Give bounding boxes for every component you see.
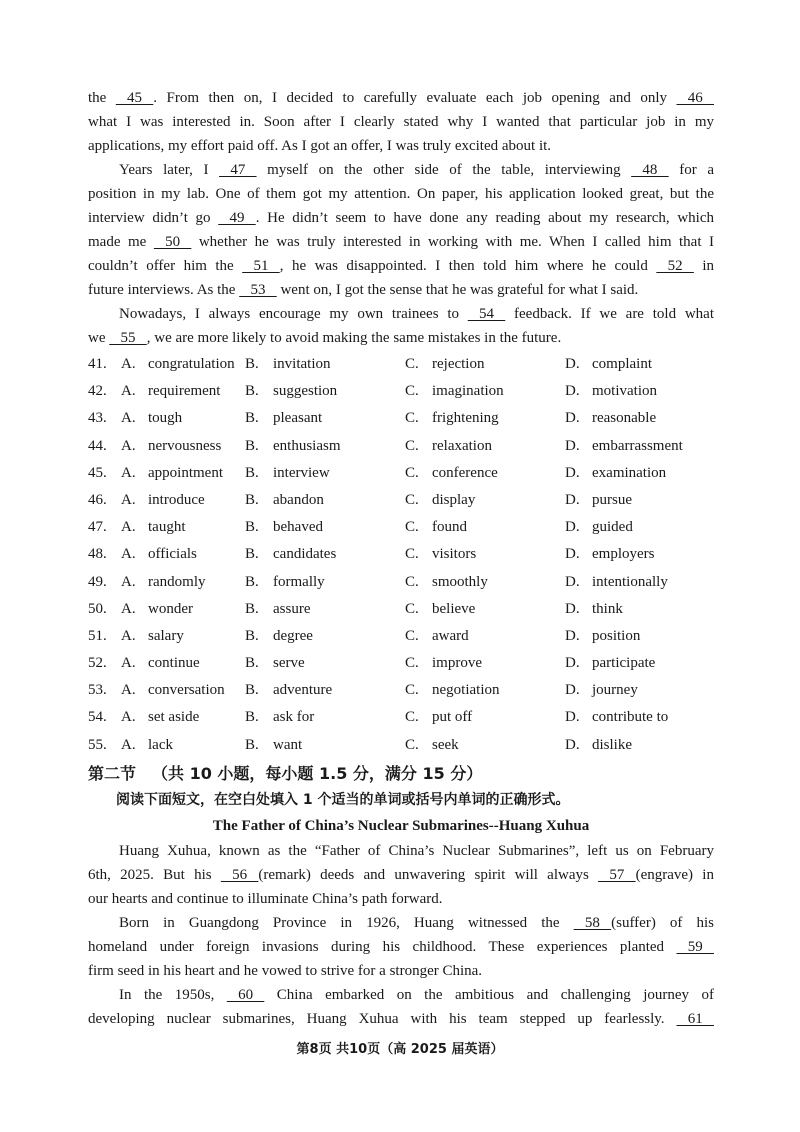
text-segment: made me [88, 234, 154, 250]
question-number: 44. [88, 437, 107, 454]
option-letter: B. [245, 410, 259, 427]
cloze-options [88, 352, 728, 760]
text-line [88, 182, 714, 206]
option-row [88, 461, 728, 488]
text-line [88, 959, 714, 983]
section-two [88, 761, 728, 1031]
option-d: complaint [592, 356, 652, 372]
blank-60: 60 [226, 987, 265, 1003]
blank-56: 56 [220, 867, 259, 883]
section-note: （共 10 小题，每小题 1.5 分，满分 15 分） [152, 764, 483, 783]
text-line [88, 230, 714, 254]
text-segment: couldn’t offer him the [88, 258, 243, 274]
option-row [88, 597, 728, 624]
option-c: conference [432, 464, 498, 481]
text-line [88, 254, 714, 278]
option-d: journey [592, 682, 638, 699]
option-c: negotiation [432, 682, 500, 699]
option-a: wonder [148, 600, 193, 617]
question-number: 49. [88, 573, 107, 590]
passage-title: The Father of China’s Nuclear Submarines--Huang Xuhua [212, 818, 590, 834]
option-a: requirement [148, 383, 221, 400]
option-row [88, 570, 728, 597]
option-b: pleasant [273, 410, 323, 427]
text-segment: feedback. If we are told what [505, 306, 714, 322]
option-b: interview [273, 464, 330, 481]
option-c: imagination [432, 383, 504, 400]
option-letter: C. [405, 709, 419, 726]
option-letter: D. [565, 627, 580, 644]
option-row [88, 434, 728, 461]
option-row [88, 705, 728, 732]
option-b: degree [273, 627, 313, 644]
text-segment: Years later, I [119, 162, 220, 178]
blank-52: 52 [656, 258, 694, 274]
text-segment: (suffer) of his [611, 915, 714, 931]
option-b: behaved [273, 519, 323, 536]
blank-51: 51 [242, 258, 280, 274]
option-letter: A. [121, 464, 136, 481]
option-letter: D. [565, 464, 580, 481]
option-d: reasonable [592, 410, 657, 427]
option-letter: B. [245, 464, 259, 481]
option-letter: D. [565, 383, 580, 400]
option-letter: A. [121, 627, 136, 644]
option-row [88, 651, 728, 678]
text-line [88, 158, 714, 182]
option-letter: D. [565, 600, 580, 617]
option-a: introduce [148, 491, 205, 508]
option-c: display [432, 491, 476, 508]
option-d: examination [592, 464, 667, 481]
blank-57: 57 [598, 867, 636, 883]
option-b: suggestion [273, 383, 338, 400]
question-number: 50. [88, 600, 107, 617]
text-segment: . He didn’t seem to have done any reading about my research, which [255, 210, 714, 226]
option-row [88, 542, 728, 569]
option-letter: A. [121, 573, 136, 590]
option-letter: A. [121, 546, 136, 563]
option-letter: B. [245, 491, 259, 508]
text-segment: homeland under foreign invasions during his childhood. These experiences planted [88, 939, 677, 955]
text-segment: myself on the other side of the table, interviewing [256, 162, 632, 178]
option-d: contribute to [592, 709, 669, 726]
option-letter: B. [245, 655, 259, 672]
option-c: rejection [432, 356, 485, 372]
text-segment: firm seed in his heart and he vowed to strive for a stronger China. [88, 963, 483, 979]
option-letter: C. [405, 464, 419, 481]
option-letter: C. [405, 383, 419, 400]
option-row [88, 406, 728, 433]
option-a: set aside [148, 709, 200, 726]
option-letter: C. [405, 437, 419, 454]
option-a: salary [148, 627, 184, 644]
text-segment: 6th, 2025. But his [88, 867, 221, 883]
option-letter: D. [565, 437, 580, 454]
option-letter: D. [565, 491, 580, 508]
text-line [88, 983, 714, 1007]
text-line [88, 206, 714, 230]
option-a: conversation [148, 682, 225, 699]
option-letter: C. [405, 682, 419, 699]
text-segment: in [693, 258, 714, 274]
option-d: think [592, 600, 623, 617]
text-line [88, 134, 714, 158]
question-number: 53. [88, 682, 107, 699]
option-letter: C. [405, 573, 419, 590]
section-instruction: 阅读下面短文，在空白处填入 1 个适当的单词或括号内单词的正确形式。 [116, 792, 570, 808]
cloze-passage [88, 86, 714, 350]
text-segment: our hearts and continue to illuminate China’s path forward. [88, 891, 443, 907]
option-d: position [592, 627, 641, 644]
text-line [88, 110, 714, 134]
option-row [88, 379, 728, 406]
option-d: employers [592, 546, 655, 563]
option-c: award [432, 627, 469, 644]
question-number: 52. [88, 655, 107, 672]
option-letter: A. [121, 600, 136, 617]
blank-49: 49 [218, 210, 256, 226]
option-row [88, 678, 728, 705]
option-a: officials [148, 546, 197, 563]
option-letter: B. [245, 383, 259, 400]
option-b: formally [273, 573, 325, 590]
section-heading [88, 761, 728, 787]
option-letter: A. [121, 682, 136, 699]
text-segment: we [88, 330, 110, 346]
question-number: 43. [88, 410, 107, 427]
question-number: 47. [88, 519, 107, 536]
option-letter: D. [565, 519, 580, 536]
option-row [88, 515, 728, 542]
option-row [88, 352, 728, 379]
option-a: appointment [148, 464, 223, 481]
option-letter: C. [405, 519, 419, 536]
option-c: smoothly [432, 573, 488, 590]
option-letter: C. [405, 655, 419, 672]
option-letter: A. [121, 519, 136, 536]
text-segment: (engrave) in [635, 867, 714, 883]
blank-45: 45 [115, 90, 154, 106]
text-segment: for a [668, 162, 715, 178]
option-letter: D. [565, 410, 580, 427]
text-segment: (remark) deeds and unwavering spirit will always [258, 867, 599, 883]
option-letter: B. [245, 437, 259, 454]
option-letter: A. [121, 709, 136, 726]
text-segment: interview didn’t go [88, 210, 219, 226]
question-number: 42. [88, 383, 107, 400]
option-letter: B. [245, 736, 259, 753]
option-d: intentionally [592, 573, 668, 590]
option-letter: D. [565, 736, 580, 753]
text-segment: position in my lab. One of them got my attention. On paper, his application looked great, but the [88, 186, 714, 202]
option-c: seek [432, 736, 459, 753]
text-segment: , he was disappointed. I then told him where he could [279, 258, 657, 274]
text-segment: Born in Guangdong Province in 1926, Huang witnessed the [119, 915, 574, 931]
option-letter: C. [405, 546, 419, 563]
option-letter: B. [245, 573, 259, 590]
option-a: congratulation [148, 356, 235, 372]
option-d: dislike [592, 736, 632, 753]
text-segment: whether he was truly interested in working with me. When I called him that I [191, 234, 715, 250]
option-letter: B. [245, 600, 259, 617]
option-b: invitation [273, 356, 331, 372]
option-a: continue [148, 655, 200, 672]
option-a: nervousness [148, 437, 222, 454]
option-letter: D. [565, 682, 580, 699]
text-segment: what I was interested in. Soon after I clearly stated why I wanted that particular job in my [88, 114, 714, 130]
option-c: found [432, 519, 467, 536]
question-number: 55. [88, 736, 107, 753]
question-number: 51. [88, 627, 107, 644]
option-c: frightening [432, 410, 499, 427]
blank-61: 61 [676, 1011, 714, 1027]
option-d: motivation [592, 383, 657, 400]
option-letter: B. [245, 682, 259, 699]
option-letter: D. [565, 356, 580, 372]
option-d: participate [592, 655, 656, 672]
option-letter: C. [405, 627, 419, 644]
option-b: candidates [273, 546, 337, 563]
grammar-passage [88, 839, 714, 1031]
option-b: assure [273, 600, 311, 617]
option-a: randomly [148, 573, 206, 590]
text-segment: Nowadays, I always encourage my own trainees to [119, 306, 468, 322]
option-a: lack [148, 736, 173, 753]
option-c: improve [432, 655, 482, 672]
option-letter: D. [565, 546, 580, 563]
blank-48: 48 [631, 162, 669, 178]
text-segment: Huang Xuhua, known as the “Father of China’s Nuclear Submarines”, left us on February [119, 843, 714, 859]
text-line [88, 887, 714, 911]
option-letter: B. [245, 709, 259, 726]
blank-59: 59 [676, 939, 714, 955]
option-row [88, 624, 728, 651]
option-b: abandon [273, 491, 324, 508]
text-line [88, 86, 714, 110]
text-segment: . From then on, I decided to carefully evaluate each job opening and only [153, 90, 677, 106]
text-line [88, 302, 714, 326]
option-d: pursue [592, 491, 632, 508]
option-letter: A. [121, 491, 136, 508]
text-line [88, 911, 714, 935]
option-letter: B. [245, 519, 259, 536]
blank-55: 55 [109, 330, 147, 346]
option-b: enthusiasm [273, 437, 341, 454]
text-line [88, 278, 714, 302]
option-letter: A. [121, 655, 136, 672]
option-row [88, 488, 728, 515]
text-segment: developing nuclear submarines, Huang Xuhua with his team stepped up fearlessly. [88, 1011, 677, 1027]
option-letter: A. [121, 736, 136, 753]
text-segment: , we are more likely to avoid making the same mistakes in the future. [146, 330, 562, 346]
blank-47: 47 [219, 162, 257, 178]
option-b: adventure [273, 682, 333, 699]
option-b: ask for [273, 709, 315, 726]
text-segment: China embarked on the ambitious and challenging journey of [264, 987, 714, 1003]
section-label: 第二节 [88, 764, 137, 783]
question-number: 45. [88, 464, 107, 481]
text-segment: applications, my effort paid off. As I got an offer, I was truly excited about it. [88, 138, 552, 154]
text-line [88, 935, 714, 959]
blank-53: 53 [239, 282, 277, 298]
option-c: visitors [432, 546, 477, 563]
text-line [88, 839, 714, 863]
option-letter: B. [245, 546, 259, 563]
option-letter: A. [121, 410, 136, 427]
option-c: relaxation [432, 437, 492, 454]
option-a: tough [148, 410, 183, 427]
option-letter: A. [121, 437, 136, 454]
option-letter: C. [405, 736, 419, 753]
text-line [88, 326, 714, 350]
option-c: believe [432, 600, 476, 617]
option-letter: C. [405, 410, 419, 427]
option-a: taught [148, 519, 186, 536]
text-segment: future interviews. As the [88, 282, 240, 298]
option-letter: C. [405, 356, 419, 372]
text-segment: In the 1950s, [119, 987, 227, 1003]
question-number: 54. [88, 709, 107, 726]
option-row [88, 733, 728, 760]
option-c: put off [432, 709, 473, 726]
text-line [88, 863, 714, 887]
blank-58: 58 [573, 915, 612, 931]
option-letter: B. [245, 356, 259, 372]
blank-54: 54 [467, 306, 506, 322]
page-footer: 第8页 共10页（高 2025 届英语） [296, 1042, 504, 1057]
question-number: 48. [88, 546, 107, 563]
option-letter: B. [245, 627, 259, 644]
text-segment: the [88, 90, 116, 106]
option-letter: A. [121, 383, 136, 400]
option-letter: D. [565, 709, 580, 726]
blank-50: 50 [153, 234, 192, 250]
option-letter: D. [565, 573, 580, 590]
text-segment: went on, I got the sense that he was grateful for what I said. [276, 282, 639, 298]
option-letter: C. [405, 491, 419, 508]
option-d: embarrassment [592, 437, 683, 454]
option-letter: C. [405, 600, 419, 617]
option-b: serve [273, 655, 305, 672]
option-letter: A. [121, 356, 136, 372]
blank-46: 46 [676, 90, 714, 106]
option-letter: D. [565, 655, 580, 672]
option-b: want [273, 736, 303, 753]
option-d: guided [592, 519, 633, 536]
question-number: 41. [88, 356, 107, 372]
question-number: 46. [88, 491, 107, 508]
text-line [88, 1007, 714, 1031]
